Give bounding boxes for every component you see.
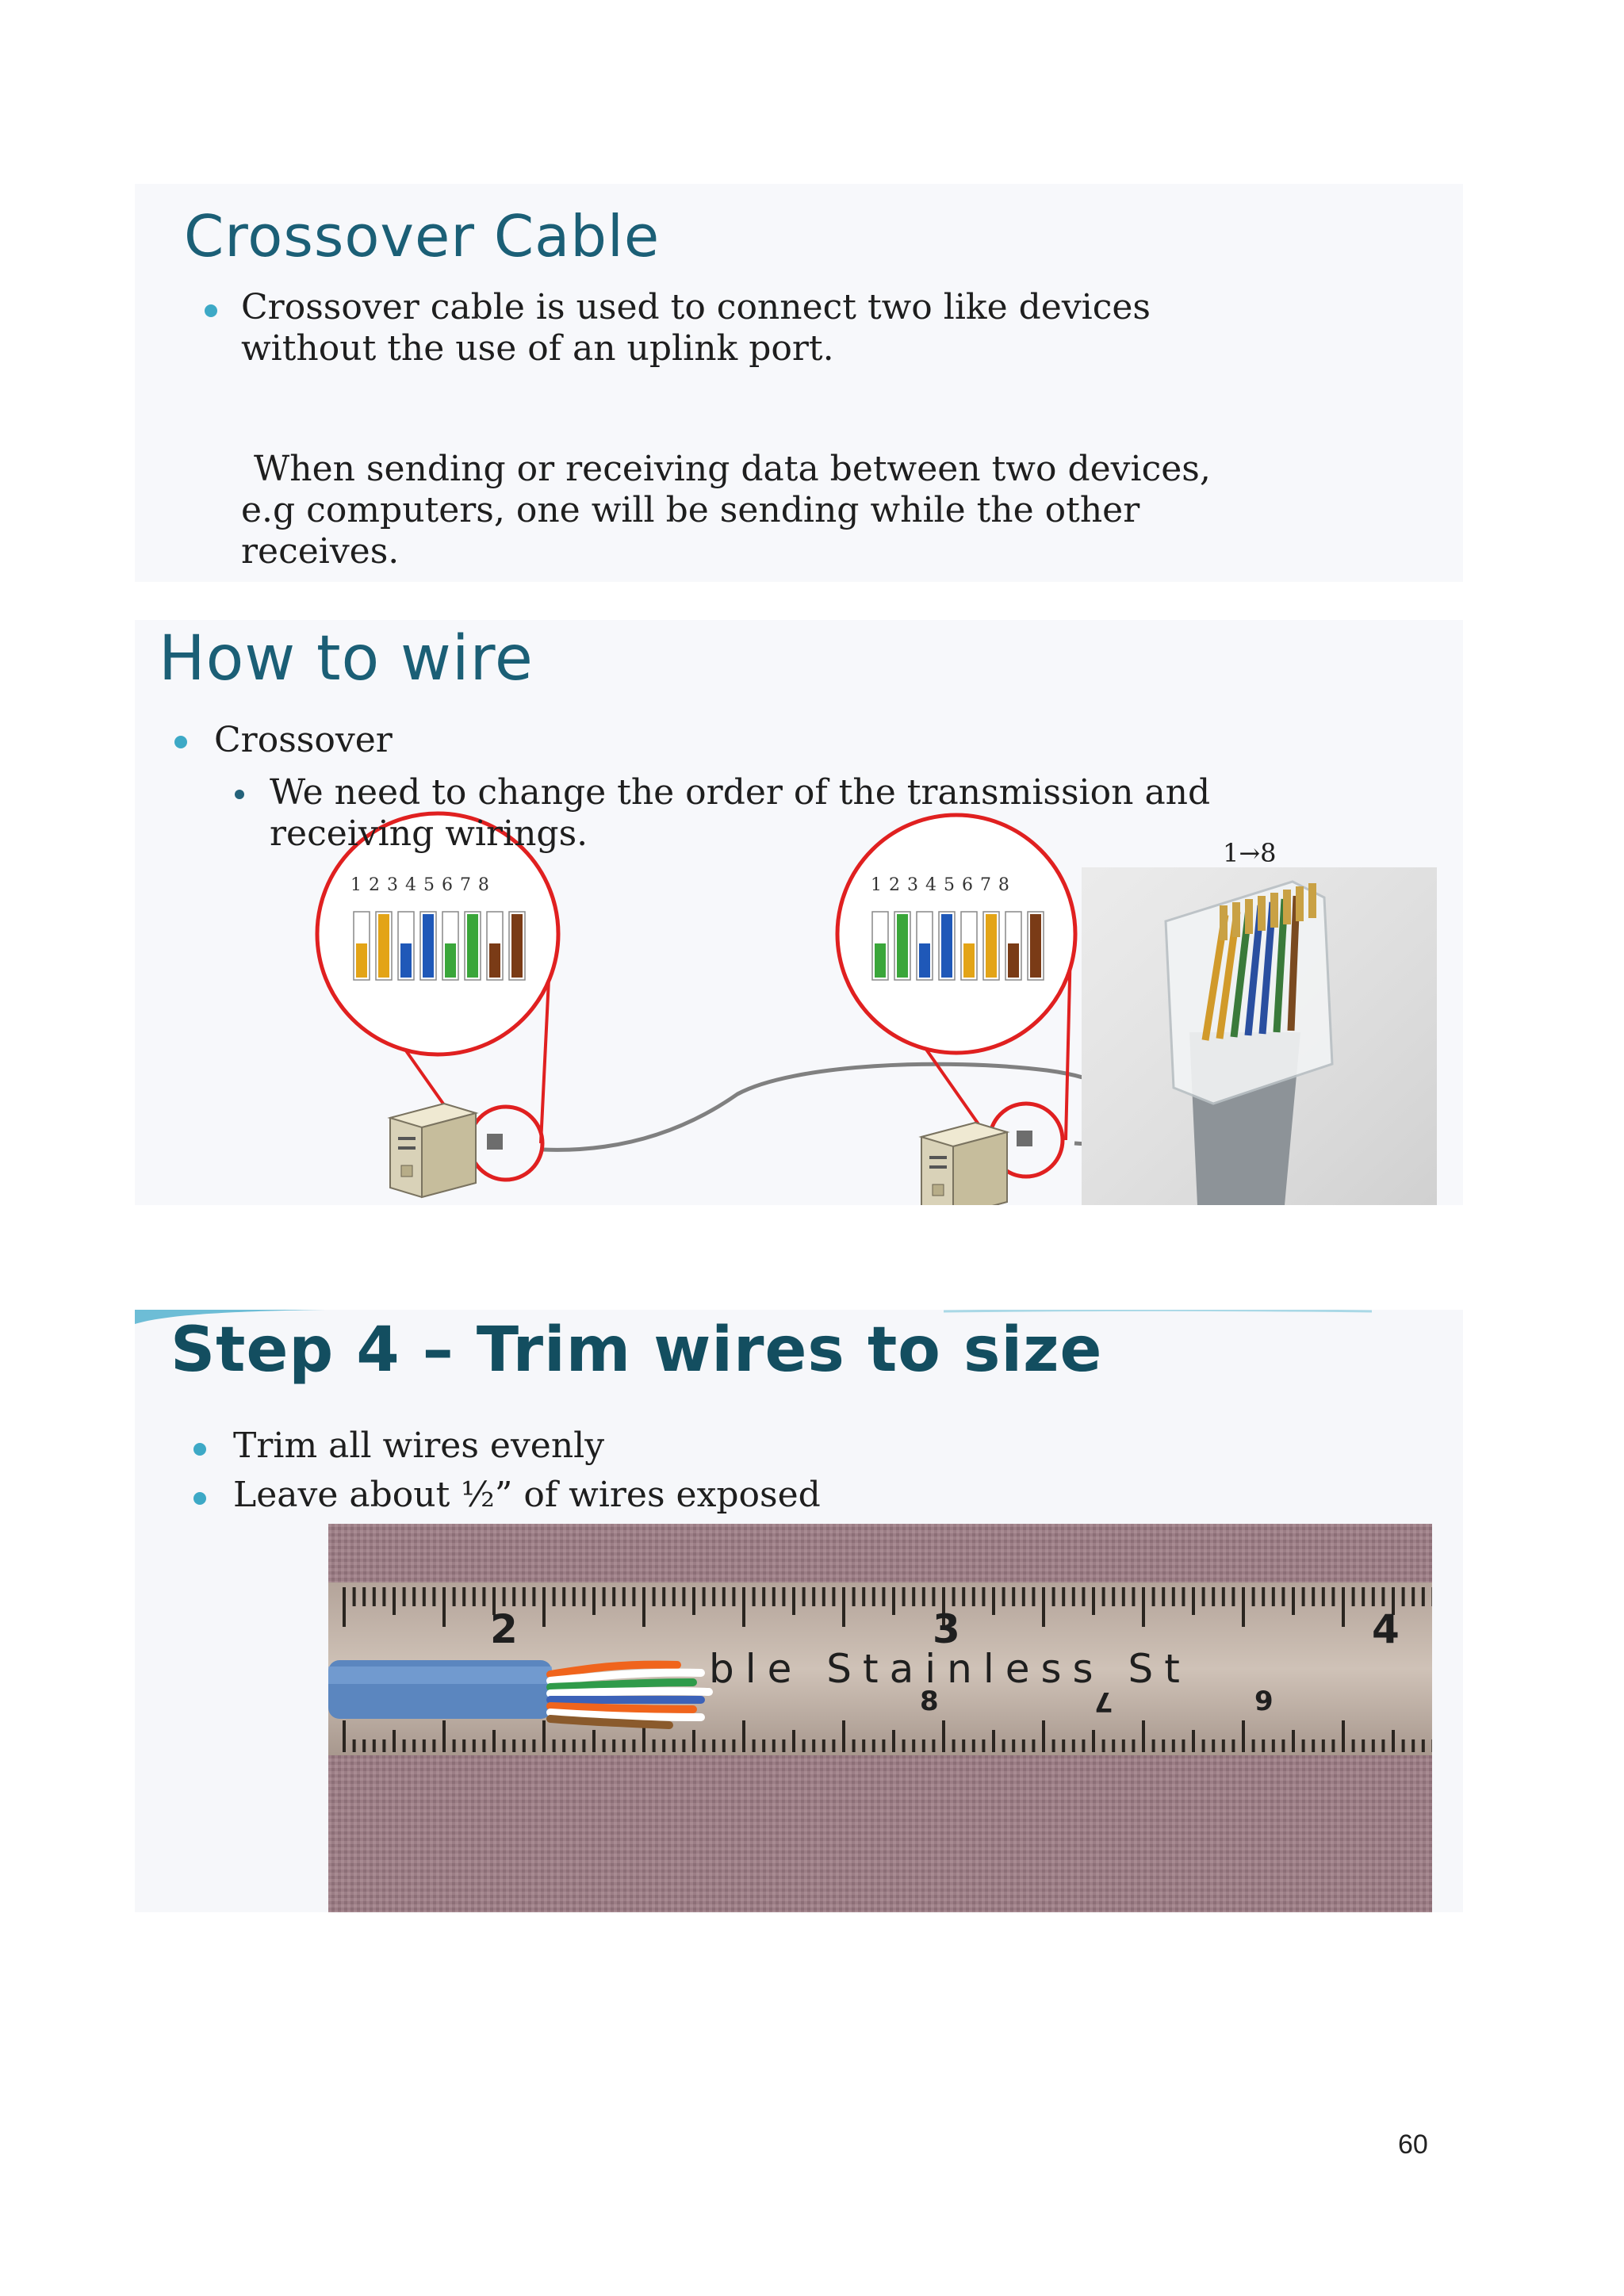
- wire-1-color: [875, 943, 886, 978]
- port-right: [1017, 1131, 1032, 1146]
- page-number: 60: [1398, 2130, 1428, 2160]
- bullet-text-2: Leave about ½” of wires exposed: [233, 1475, 821, 1515]
- wire-6-color: [467, 914, 478, 978]
- wire-3-color: [400, 943, 412, 978]
- bullet-dot: [193, 1492, 206, 1505]
- wire-8-color: [511, 914, 523, 978]
- paragraph-line-3: receives.: [241, 531, 400, 572]
- ruler-number: 3: [933, 1606, 960, 1652]
- connector-pin-order-label: 1→8: [1223, 838, 1277, 868]
- ruler-number-bottom: 8: [920, 1686, 939, 1717]
- sub-bullet-text: We need to change the order of the transmission and: [270, 772, 1211, 813]
- ruler-number: 2: [490, 1606, 518, 1652]
- bullet-text-continued: without the use of an uplink port.: [241, 328, 834, 369]
- slide-trim-wires: [135, 1310, 1463, 1912]
- bullet-text: Crossover: [214, 720, 393, 760]
- wire-4-color: [423, 914, 434, 978]
- wire-8-color: [1030, 914, 1041, 978]
- slide-how-to-wire: [135, 620, 1463, 1205]
- paragraph-line-1: When sending or receiving data between two devices,: [254, 449, 1211, 489]
- rj45-connector-photo: [1082, 867, 1437, 1205]
- wire-5-color: [445, 943, 456, 978]
- computer-right-icon: [921, 1123, 1007, 1205]
- ruler-number: 4: [1372, 1606, 1400, 1652]
- wire-2-color: [897, 914, 908, 978]
- bullet-text-1: Trim all wires evenly: [233, 1425, 605, 1466]
- computer-left-icon: [390, 1104, 476, 1197]
- wire-7-color: [489, 943, 500, 978]
- sub-bullet-text-continued: receiving wirings.: [270, 813, 588, 854]
- wire-7-color: [1008, 943, 1019, 978]
- bullet-text: Crossover cable is used to connect two like devices: [241, 287, 1151, 327]
- ruler-number-bottom: 7: [1094, 1686, 1113, 1717]
- ruler-cable-photo: [328, 1524, 1432, 1912]
- crossover-wiring-diagram: [135, 620, 1463, 1205]
- bullet-dot: [205, 304, 217, 317]
- wire-2-color: [378, 914, 389, 978]
- ruler-number-bottom: 9: [1254, 1686, 1274, 1717]
- wire-5-color: [963, 943, 975, 978]
- bullet-dot: [193, 1443, 206, 1456]
- right-zoom-callout: [837, 815, 1075, 1177]
- wire-4-color: [941, 914, 952, 978]
- port-left: [487, 1134, 503, 1150]
- pin-numbers-right: 1 2 3 4 5 6 7 8: [871, 875, 1010, 895]
- pin-numbers-left: 1 2 3 4 5 6 7 8: [350, 875, 490, 895]
- wire-3-color: [919, 943, 930, 978]
- paragraph-line-2: e.g computers, one will be sending while the other: [241, 490, 1140, 530]
- slide-title: Crossover Cable: [184, 203, 661, 270]
- wire-6-color: [986, 914, 997, 978]
- ruler-engraving: ble Stainless St: [709, 1646, 1191, 1692]
- slide-title: How to wire: [159, 623, 534, 695]
- wire-1-color: [356, 943, 367, 978]
- slide-title: Step 4 – Trim wires to size: [170, 1314, 1103, 1386]
- slide-crossover-cable: [135, 184, 1463, 582]
